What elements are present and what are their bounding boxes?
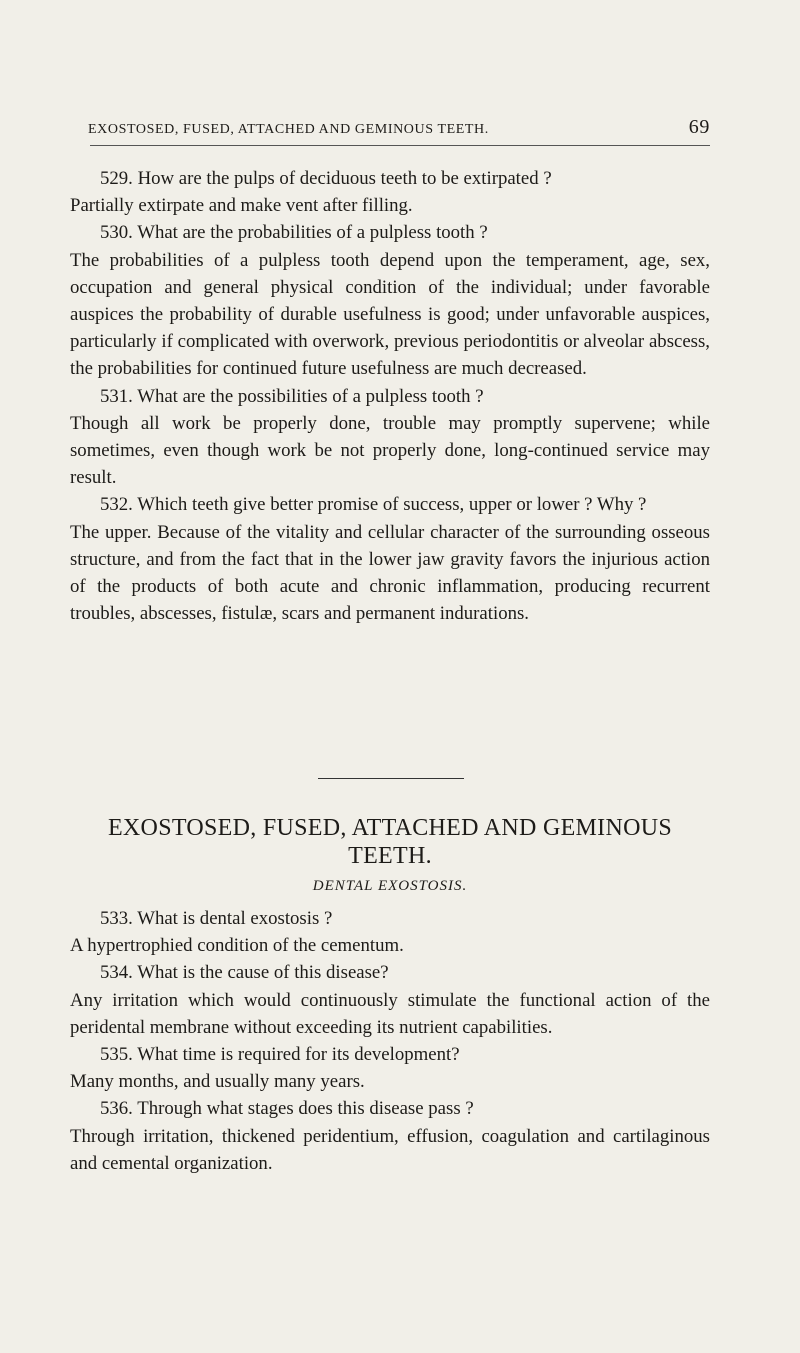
answer-529: Partially extirpate and make vent after filling.	[70, 195, 413, 217]
question-530: 530. What are the probabilities of a pulpless tooth ?	[100, 222, 488, 244]
upper-text-block	[70, 165, 710, 627]
section-title-line2: TEETH.	[348, 843, 432, 869]
running-title: EXOSTOSED, FUSED, ATTACHED AND GEMINOUS TEETH.	[88, 122, 489, 137]
lower-text-block	[70, 905, 710, 1177]
question-536: 536. Through what stages does this disease pass ?	[100, 1098, 474, 1120]
question-531: 531. What are the possibilities of a pulpless tooth ?	[100, 385, 484, 407]
header-rule	[90, 145, 710, 146]
question-535: 535. What time is required for its development?	[100, 1044, 460, 1066]
answer-530: The probabilities of a pulpless tooth depend upon the temperament, age, sex, occupation and general physical condition of the individual; under favorable auspices the probability of durable usefulness is good; under unfavorable auspices, particularly if complicated with overwork, previous periodontitis or alveolar abscess, the probabilities for continued future usefulness are much decreased.	[70, 249, 710, 380]
answer-532: The upper. Because of the vitality and cellular character of the surrounding osseous structure, and from the fact that in the lower jaw gravity favors the injurious action of the products of both acute and chronic inflammation, producing recurrent troubles, abscesses, fistulæ, scars and permanent indurations.	[70, 521, 710, 625]
section-title	[70, 814, 710, 870]
subsection-title: DENTAL EXOSTOSIS.	[312, 878, 468, 894]
answer-534: Any irritation which would continuously stimulate the functional action of the peridental membrane without exceeding its nutrient capabilities.	[70, 989, 710, 1038]
page-number: 69	[688, 116, 710, 138]
question-534: 534. What is the cause of this disease?	[100, 962, 389, 984]
question-532: 532. Which teeth give better promise of success, upper or lower ? Why ?	[100, 494, 647, 516]
section-divider	[318, 778, 464, 779]
answer-535: Many months, and usually many years.	[70, 1071, 365, 1093]
question-529: 529. How are the pulps of deciduous teeth to be extirpated ?	[100, 168, 552, 189]
question-533: 533. What is dental exostosis ?	[100, 908, 333, 929]
running-head	[88, 118, 710, 140]
section-title-line1: EXOSTOSED, FUSED, ATTACHED AND GEMINOUS	[107, 815, 673, 841]
answer-536: Through irritation, thickened peridentium, effusion, coagulation and cartilaginous and cemental organization.	[70, 1125, 710, 1174]
answer-531: Though all work be properly done, trouble may promptly supervene; while sometimes, even though work be not properly done, long-continued service may result.	[70, 412, 710, 489]
answer-533: A hypertrophied condition of the cementum.	[70, 935, 404, 957]
